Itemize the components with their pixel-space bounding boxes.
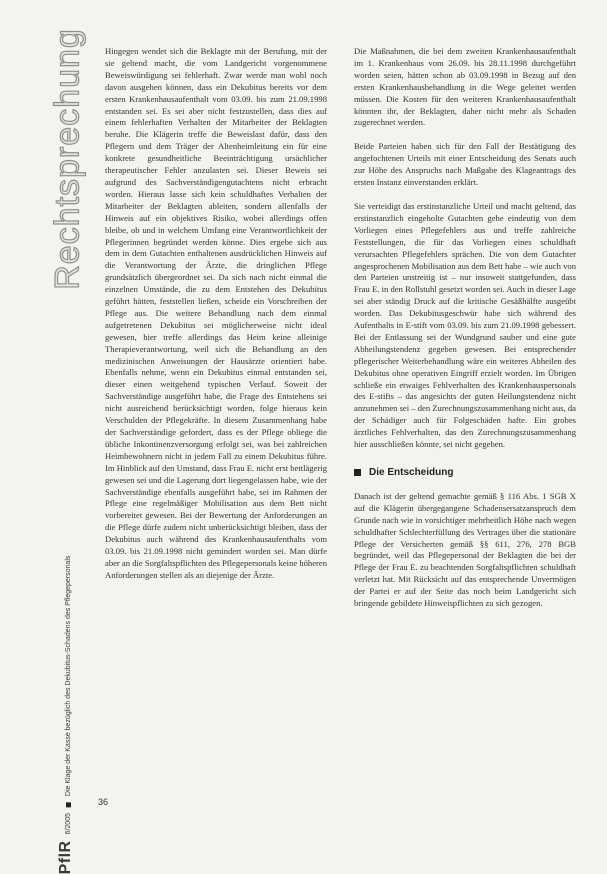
body-paragraph: Beide Parteien haben sich für den Fall der Bestätigung des angefochtenen Urteils mit einer Entscheidung des Senats auch zur Höhe des Anspruchs nach Maßgabe des Klageantrags des ersten Instanz einverstanden erklärt. <box>354 141 576 188</box>
right-text-column <box>354 46 576 610</box>
running-footer-vertical <box>56 555 76 874</box>
body-paragraph: Die Maßnahmen, die bei dem zweiten Krankenhausaufenthalt im 1. Krankenhaus vom 26.09. bis 28.11.1998 durchgeführt worden seien, hätten schon ab 03.09.1998 in Bezug auf den ersten Krankenhausbehandlung in die Wege geleitet werden müssen. Die Kosten für den weiteren Krankenhausaufenthalt könnten ihr, der Beklagten, daher nicht mehr als Schaden zugerechnet werden. <box>354 46 576 128</box>
separator-square-icon <box>66 802 71 807</box>
body-paragraph: Hingegen wendet sich die Beklagte mit der Berufung, mit der sie geltend macht, die vom Landgericht vorgenommene Beweiswürdigung sei fehlerhaft. Zwar werde man wohl noch davon ausgehen können, dass ein Dekubitus bereits vor dem ersten Krankenhausaufenthalt vom 03.09. bis zum 21.09.1998 entstanden sei. Es sei aber nicht festzustellen, dass dies auf einem fehlerhaften Verhalten der Mitarbeiter der Beklagten beruhe. Die Klägerin treffe die Beweislast dafür, dass den Pflegern und dem Träger der Altenheimleitung ein für eine konkrete gesundheitliche Beeinträchtigung ursächlicher therapeutischer Fehler anzulasten sei. Dieser Beweis sei aufgrund des Sachverständigengutachtens nicht erbracht worden. Hieraus lasse sich kein schuldhaftes Verhalten der Mitarbeiter der Beklagten ableiten, sondern allenfalls der Hinweis auf ein objektives Risiko, wobei allerdings offen bleibe, ob und in welchem Umfang eine Verantwortlichkeit der Pflegerinnen begründet werden könne. Dies ergebe sich aus dem in dem Gutachten enthaltenen ausdrücklichen Hinweis auf die Verantwortung der Ärzte, die dringlichen Pflege grundsätzlich übergeordnet sei. Da sich nach nicht einmal die einzelnen Umstände, die zu dem Entstehen des Dekubitus geführt hätten, feststellen ließen, scheide ein Vorschreiben der Pflege aus. Die weitere Behandlung nach dem einmal aufgetretenen Dekubitus sei möglicherweise nicht ideal gewesen, hier treffe allerdings das Heim keine alleinige Therapieverantwortung, weil sich die Behandlung an den medizinischen Anweisungen der Hausärzte orientiert habe. Ebenfalls nehme, wenn ein Dekubitus einmal entstanden sei, dieser einen weitgehend typischen Verlauf. Soweit der Sachverständige ausgeführt habe, die Frage des Entstehens sei nicht ausreichend berücksichtigt worden, folge hieraus kein Verschulden der Pflegekräfte. In diesem Zusammenhang habe der Sachverständige gefordert, dass es der Pflege obliege die übliche Inkontinenzversorgung erfolgt sei, was bei zahlreichen Heimbewohnern nicht in jedem Fall zu einem Dekubitus führe. Im Hinblick auf den Umstand, dass Frau E. nicht erst bettlägerig gewesen sei und die Lagerung dort liegengelassen habe, wie der Sachverständige ebenfalls ausgeführt habe, sei im Rahmen der Pflege eine regelmäßiger Mobilisation aus dem Bett nicht vorbereitet gewesen. Bei der Bewertung der Anforderungen an die Pflege dürfe zudem nicht unberücksichtigt bleiben, dass der Dekubitus auch während des Krankenhausaufenthalts vom 03.09. bis 21.09.1998 nicht gemindert worden sei. Man dürfe aber an die Sorgfaltspflichten des Pflegepersonals keine höheren Anforderungen stellen als an diejenige der Ärzte. <box>105 46 328 580</box>
running-head: Die Klage der Kasse bezüglich des Dekubitus-Schadens des Pflegepersonals <box>65 555 72 797</box>
body-paragraph: Sie verteidigt das erstinstanzliche Urteil und macht geltend, das erstinstanzlich eingeholte Gutachten gehe eindeutig von dem Vorliegen eines Pflegefehlers aus und treffe zahlreiche Feststellungen, die für das Vorliegen eines schuldhaft verursachten Pflegefehlers sprächen. Die von dem Gutachter angesprochenen Mobilisation aus dem Bett habe – wie auch von den Parteien unstreitig ist – nur insoweit stattgefunden, dass Frau E. in den Rollstuhl gesetzt worden sei. Auch in dieser Lage sei aber ständig Druck auf die kritische Gesäßhälfte ausgeübt worden. Das Dekubitusgeschwür habe sich während des Aufenthalts in E-stift vom 03.09. bis zum 21.09.1998 gebessert. Bei der Entlassung sei der Wundgrund sauber und eine gute Abheilungstendenz gegeben gewesen. Bei entsprechender pflegerischer Weiterbehandlung wäre ein weiteres Abheilen des Dekubitus ohne operativen Eingriff erzielt worden. Im Übrigen schließe ein etwaiges Fehlverhalten des Krankenhauspersonals des E-stifts – das angesichts der guten Heilungstendenz nicht anzunehmen sei – den Zurechnungszusammenhang nicht aus, da der Schädiger auch für Folgeschäden hafte. Ein grobes ärztliches Fehlverhalten, das den Zurechnungszusammenhang hier ausschließen könnte, sei nicht gegeben. <box>354 200 576 450</box>
section-heading-text: Die Entscheidung <box>369 467 454 478</box>
section-title-vertical <box>48 28 88 290</box>
heading-square-icon <box>354 469 361 476</box>
body-paragraph: Danach ist der geltend gemachte gemäß § 116 Abs. 1 SGB X auf die Klägerin übergegangene Schadensersatzanspruch dem Grunde nach wie in vorsichtiger mehrheitlich Höhe nach wegen schuldhafter Schlechterfüllung des Vertrages über die stationäre Pflege der Versicherten gemäß §§ 611, 276, 278 BGB begründet, weil das Pflegepersonal der Beklagten die bei der Pflege der Frau E. zu beachtenden Sorgfaltspflichten schuldhaft verletzt hat. Mit Rücksicht auf das entsprechende Unvermögen der Partei er auf der Seite das noch beim Landgericht sich bringende gebildete Hinweispflichten zu sich gezogen. <box>354 490 576 609</box>
section-title-text: Rechtsprechung <box>48 28 87 290</box>
section-heading <box>354 467 576 479</box>
running-footer-content <box>57 556 75 874</box>
page-number: 36 <box>98 797 109 807</box>
issue-number: 6/2005 <box>65 813 72 835</box>
left-text-column <box>105 46 327 582</box>
journal-logo: PflR <box>57 840 74 874</box>
